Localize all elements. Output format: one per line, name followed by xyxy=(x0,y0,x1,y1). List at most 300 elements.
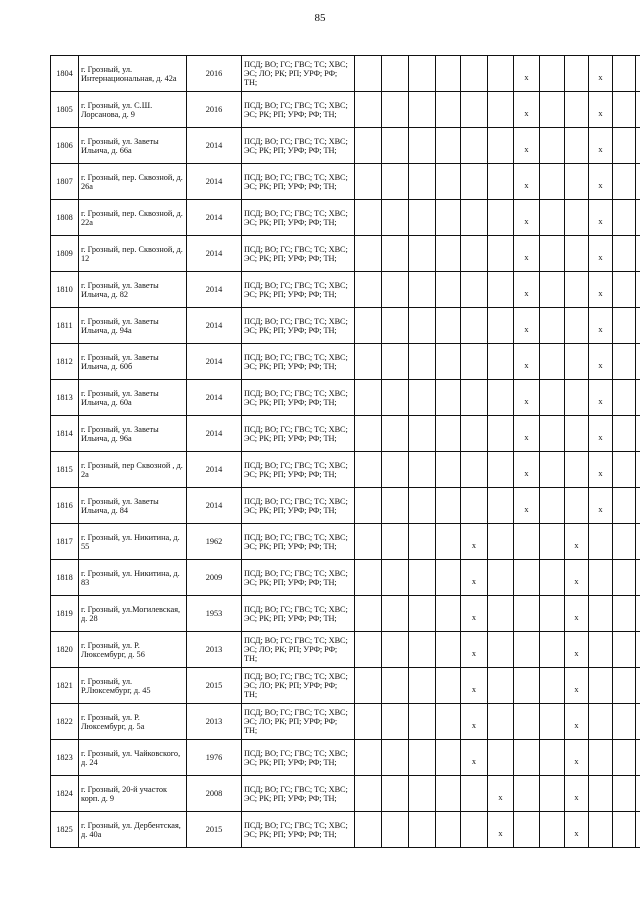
check-mark: x xyxy=(574,613,579,622)
mark-cell xyxy=(382,632,409,668)
year-cell: 2014 xyxy=(187,488,242,524)
mark-cell xyxy=(355,56,382,92)
mark-cell xyxy=(565,200,589,236)
mark-cell xyxy=(488,632,514,668)
housing-registry-table xyxy=(50,55,640,848)
row-number: 1815 xyxy=(51,452,79,488)
mark-cell xyxy=(613,128,636,164)
year-cell: 2014 xyxy=(187,128,242,164)
mark-cell xyxy=(565,668,589,704)
mark-cell xyxy=(436,632,461,668)
check-mark: x xyxy=(471,649,477,658)
works-list-cell: ПСД; ВО; ГС; ГВС; ТС; ХВС; ЭС; РК; РП; УРФ; РФ; ТН; xyxy=(242,128,355,164)
page-number: 85 xyxy=(314,12,326,24)
mark-cell xyxy=(514,164,540,200)
check-mark: x xyxy=(574,649,579,658)
mark-cell xyxy=(382,56,409,92)
works-list-cell: ПСД; ВО; ГС; ГВС; ТС; ХВС; ЭС; РК; РП; УРФ; РФ; ТН; xyxy=(242,272,355,308)
mark-cell xyxy=(636,704,640,740)
mark-cell xyxy=(589,452,613,488)
table-row xyxy=(51,560,640,596)
address-cell: г. Грозный, пер. Сквозной, д. 12 xyxy=(79,236,187,272)
mark-cell xyxy=(613,776,636,812)
mark-cell xyxy=(461,524,488,560)
mark-cell xyxy=(636,812,640,848)
year-cell: 2013 xyxy=(187,704,242,740)
works-list-cell: ПСД; ВО; ГС; ГВС; ТС; ХВС; ЭС; РК; РП; УРФ; РФ; ТН; xyxy=(242,236,355,272)
mark-cell xyxy=(436,272,461,308)
check-mark: x xyxy=(471,685,477,694)
mark-cell xyxy=(409,524,436,560)
mark-cell xyxy=(461,56,488,92)
row-number: 1805 xyxy=(51,92,79,128)
check-mark: x xyxy=(498,793,503,802)
table-row xyxy=(51,632,640,668)
mark-cell xyxy=(636,740,640,776)
table-body xyxy=(51,56,640,848)
table-row xyxy=(51,128,640,164)
mark-cell xyxy=(436,596,461,632)
mark-cell xyxy=(565,596,589,632)
mark-cell xyxy=(382,236,409,272)
mark-cell xyxy=(514,128,540,164)
mark-cell xyxy=(355,164,382,200)
mark-cell xyxy=(540,632,565,668)
year-cell: 2015 xyxy=(187,812,242,848)
check-mark: x xyxy=(598,109,603,118)
mark-cell xyxy=(488,344,514,380)
mark-cell xyxy=(589,416,613,452)
year-cell: 2014 xyxy=(187,164,242,200)
mark-cell xyxy=(589,272,613,308)
mark-cell xyxy=(636,272,640,308)
mark-cell xyxy=(488,308,514,344)
mark-cell xyxy=(409,92,436,128)
mark-cell xyxy=(514,56,540,92)
mark-cell xyxy=(436,164,461,200)
mark-cell xyxy=(461,560,488,596)
mark-cell xyxy=(382,488,409,524)
check-mark: x xyxy=(574,829,579,838)
mark-cell xyxy=(565,488,589,524)
mark-cell xyxy=(636,416,640,452)
mark-cell xyxy=(382,452,409,488)
mark-cell xyxy=(409,128,436,164)
mark-cell xyxy=(565,704,589,740)
row-number: 1824 xyxy=(51,776,79,812)
mark-cell xyxy=(382,776,409,812)
mark-cell xyxy=(636,668,640,704)
table-row xyxy=(51,92,640,128)
works-list-cell: ПСД; ВО; ГС; ГВС; ТС; ХВС; ЭС; ЛО; РК; РП; УРФ; РФ; ТН; xyxy=(242,632,355,668)
mark-cell xyxy=(409,236,436,272)
mark-cell xyxy=(613,524,636,560)
year-cell: 2008 xyxy=(187,776,242,812)
mark-cell xyxy=(409,704,436,740)
mark-cell xyxy=(436,236,461,272)
address-cell: г. Грозный, пер. Сквозной, д. 22а xyxy=(79,200,187,236)
mark-cell xyxy=(540,416,565,452)
mark-cell xyxy=(355,200,382,236)
row-number: 1817 xyxy=(51,524,79,560)
table-row xyxy=(51,56,640,92)
works-list-cell: ПСД; ВО; ГС; ГВС; ТС; ХВС; ЭС; РК; РП; УРФ; РФ; ТН; xyxy=(242,416,355,452)
mark-cell xyxy=(540,92,565,128)
address-cell: г. Грозный, ул. Дербентская, д. 40а xyxy=(79,812,187,848)
mark-cell xyxy=(488,740,514,776)
mark-cell xyxy=(461,632,488,668)
mark-cell xyxy=(461,488,488,524)
mark-cell xyxy=(355,488,382,524)
works-list-cell: ПСД; ВО; ГС; ГВС; ТС; ХВС; ЭС; РК; РП; УРФ; РФ; ТН; xyxy=(242,812,355,848)
mark-cell xyxy=(461,272,488,308)
row-number: 1807 xyxy=(51,164,79,200)
year-cell: 1976 xyxy=(187,740,242,776)
mark-cell xyxy=(461,236,488,272)
address-cell: г. Грозный, ул. Заветы Ильича, д. 96а xyxy=(79,416,187,452)
mark-cell xyxy=(514,740,540,776)
row-number: 1825 xyxy=(51,812,79,848)
table-row xyxy=(51,236,640,272)
mark-cell xyxy=(540,308,565,344)
mark-cell xyxy=(636,308,640,344)
mark-cell xyxy=(514,236,540,272)
row-number: 1806 xyxy=(51,128,79,164)
mark-cell xyxy=(540,164,565,200)
mark-cell xyxy=(613,740,636,776)
mark-cell xyxy=(436,740,461,776)
mark-cell xyxy=(514,272,540,308)
mark-cell xyxy=(636,236,640,272)
mark-cell xyxy=(636,380,640,416)
mark-cell xyxy=(589,668,613,704)
table-row xyxy=(51,740,640,776)
works-list-cell: ПСД; ВО; ГС; ГВС; ТС; ХВС; ЭС; РК; РП; УРФ; РФ; ТН; xyxy=(242,164,355,200)
check-mark: x xyxy=(598,397,603,406)
mark-cell xyxy=(409,488,436,524)
mark-cell xyxy=(488,272,514,308)
mark-cell xyxy=(409,560,436,596)
mark-cell xyxy=(436,308,461,344)
works-list-cell: ПСД; ВО; ГС; ГВС; ТС; ХВС; ЭС; РК; РП; УРФ; РФ; ТН; xyxy=(242,488,355,524)
table-row xyxy=(51,596,640,632)
mark-cell xyxy=(636,488,640,524)
mark-cell xyxy=(488,128,514,164)
mark-cell xyxy=(613,200,636,236)
mark-cell xyxy=(565,344,589,380)
mark-cell xyxy=(436,380,461,416)
mark-cell xyxy=(409,164,436,200)
works-list-cell: ПСД; ВО; ГС; ГВС; ТС; ХВС; ЭС; ЛО; РК; РП; УРФ; РФ; ТН; xyxy=(242,668,355,704)
year-cell: 1962 xyxy=(187,524,242,560)
mark-cell xyxy=(355,812,382,848)
table-row xyxy=(51,164,640,200)
mark-cell xyxy=(613,344,636,380)
row-number: 1818 xyxy=(51,560,79,596)
mark-cell xyxy=(589,236,613,272)
mark-cell xyxy=(613,668,636,704)
year-cell: 2014 xyxy=(187,380,242,416)
mark-cell xyxy=(636,560,640,596)
mark-cell xyxy=(613,704,636,740)
check-mark: x xyxy=(498,829,503,838)
mark-cell xyxy=(514,92,540,128)
table-row xyxy=(51,812,640,848)
mark-cell xyxy=(514,308,540,344)
mark-cell xyxy=(488,524,514,560)
check-mark: x xyxy=(524,469,529,478)
mark-cell xyxy=(636,92,640,128)
mark-cell xyxy=(540,236,565,272)
mark-cell xyxy=(488,164,514,200)
table-row xyxy=(51,704,640,740)
check-mark: x xyxy=(471,613,477,622)
mark-cell xyxy=(409,776,436,812)
mark-cell xyxy=(636,56,640,92)
mark-cell xyxy=(355,308,382,344)
address-cell: г. Грозный, ул. Никитина, д. 83 xyxy=(79,560,187,596)
mark-cell xyxy=(355,380,382,416)
works-list-cell: ПСД; ВО; ГС; ГВС; ТС; ХВС; ЭС; РК; РП; УРФ; РФ; ТН; xyxy=(242,308,355,344)
mark-cell xyxy=(436,416,461,452)
works-list-cell: ПСД; ВО; ГС; ГВС; ТС; ХВС; ЭС; РК; РП; УРФ; РФ; ТН; xyxy=(242,380,355,416)
mark-cell xyxy=(589,164,613,200)
mark-cell xyxy=(409,272,436,308)
mark-cell xyxy=(382,524,409,560)
mark-cell xyxy=(488,812,514,848)
table-row xyxy=(51,452,640,488)
mark-cell xyxy=(382,560,409,596)
mark-cell xyxy=(488,596,514,632)
check-mark: x xyxy=(574,541,579,550)
mark-cell xyxy=(540,704,565,740)
mark-cell xyxy=(565,164,589,200)
works-list-cell: ПСД; ВО; ГС; ГВС; ТС; ХВС; ЭС; РК; РП; УРФ; РФ; ТН; xyxy=(242,740,355,776)
mark-cell xyxy=(409,452,436,488)
mark-cell xyxy=(565,812,589,848)
mark-cell xyxy=(613,380,636,416)
mark-cell xyxy=(409,200,436,236)
check-mark: x xyxy=(471,541,477,550)
mark-cell xyxy=(540,488,565,524)
mark-cell xyxy=(540,200,565,236)
mark-cell xyxy=(589,776,613,812)
row-number: 1812 xyxy=(51,344,79,380)
check-mark: x xyxy=(524,73,529,82)
mark-cell xyxy=(355,344,382,380)
mark-cell xyxy=(540,560,565,596)
check-mark: x xyxy=(471,721,477,730)
check-mark: x xyxy=(598,325,603,334)
mark-cell xyxy=(488,380,514,416)
table-row xyxy=(51,308,640,344)
mark-cell xyxy=(461,668,488,704)
mark-cell xyxy=(613,560,636,596)
mark-cell xyxy=(355,416,382,452)
mark-cell xyxy=(636,164,640,200)
check-mark: x xyxy=(598,145,603,154)
check-mark: x xyxy=(598,469,603,478)
mark-cell xyxy=(514,560,540,596)
row-number: 1820 xyxy=(51,632,79,668)
check-mark: x xyxy=(598,73,603,82)
mark-cell xyxy=(514,200,540,236)
mark-cell xyxy=(589,92,613,128)
check-mark: x xyxy=(524,433,529,442)
row-number: 1814 xyxy=(51,416,79,452)
mark-cell xyxy=(589,128,613,164)
mark-cell xyxy=(409,56,436,92)
address-cell: г. Грозный, ул. Р. Люксембург, д. 5а xyxy=(79,704,187,740)
check-mark: x xyxy=(598,505,603,514)
mark-cell xyxy=(613,488,636,524)
mark-cell xyxy=(488,560,514,596)
mark-cell xyxy=(409,596,436,632)
mark-cell xyxy=(382,740,409,776)
mark-cell xyxy=(382,200,409,236)
mark-cell xyxy=(382,668,409,704)
check-mark: x xyxy=(598,361,603,370)
year-cell: 2016 xyxy=(187,56,242,92)
mark-cell xyxy=(488,488,514,524)
check-mark: x xyxy=(524,361,529,370)
address-cell: г. Грозный, ул. Чайковского, д. 24 xyxy=(79,740,187,776)
year-cell: 2014 xyxy=(187,272,242,308)
mark-cell xyxy=(436,128,461,164)
mark-cell xyxy=(461,776,488,812)
mark-cell xyxy=(355,452,382,488)
mark-cell xyxy=(436,668,461,704)
mark-cell xyxy=(514,596,540,632)
check-mark: x xyxy=(524,217,529,226)
year-cell: 2015 xyxy=(187,668,242,704)
mark-cell xyxy=(565,524,589,560)
mark-cell xyxy=(589,632,613,668)
check-mark: x xyxy=(524,181,529,190)
mark-cell xyxy=(355,596,382,632)
mark-cell xyxy=(514,416,540,452)
table-row xyxy=(51,200,640,236)
mark-cell xyxy=(409,740,436,776)
address-cell: г. Грозный, пер. Сквозной, д. 26а xyxy=(79,164,187,200)
works-list-cell: ПСД; ВО; ГС; ГВС; ТС; ХВС; ЭС; РК; РП; УРФ; РФ; ТН; xyxy=(242,92,355,128)
year-cell: 2014 xyxy=(187,236,242,272)
mark-cell xyxy=(613,812,636,848)
mark-cell xyxy=(409,812,436,848)
year-cell: 2009 xyxy=(187,560,242,596)
mark-cell xyxy=(355,524,382,560)
mark-cell xyxy=(461,704,488,740)
row-number: 1804 xyxy=(51,56,79,92)
mark-cell xyxy=(382,308,409,344)
table-row xyxy=(51,488,640,524)
address-cell: г. Грозный, ул. Заветы Ильича, д. 60а xyxy=(79,380,187,416)
row-number: 1810 xyxy=(51,272,79,308)
mark-cell xyxy=(382,812,409,848)
mark-cell xyxy=(589,200,613,236)
mark-cell xyxy=(565,560,589,596)
mark-cell xyxy=(589,344,613,380)
mark-cell xyxy=(355,668,382,704)
mark-cell xyxy=(613,452,636,488)
mark-cell xyxy=(409,380,436,416)
mark-cell xyxy=(382,164,409,200)
mark-cell xyxy=(382,704,409,740)
year-cell: 2013 xyxy=(187,632,242,668)
address-cell: г. Грозный, 20-й участок корп. д. 9 xyxy=(79,776,187,812)
mark-cell xyxy=(436,344,461,380)
mark-cell xyxy=(613,416,636,452)
mark-cell xyxy=(565,416,589,452)
mark-cell xyxy=(636,776,640,812)
check-mark: x xyxy=(574,577,579,586)
row-number: 1808 xyxy=(51,200,79,236)
mark-cell xyxy=(409,632,436,668)
mark-cell xyxy=(565,632,589,668)
year-cell: 2014 xyxy=(187,416,242,452)
table-row xyxy=(51,272,640,308)
mark-cell xyxy=(613,236,636,272)
check-mark: x xyxy=(598,217,603,226)
mark-cell xyxy=(461,308,488,344)
mark-cell xyxy=(613,632,636,668)
row-number: 1823 xyxy=(51,740,79,776)
address-cell: г. Грозный, ул. Р.Люксембург, д. 45 xyxy=(79,668,187,704)
mark-cell xyxy=(461,452,488,488)
mark-cell xyxy=(589,740,613,776)
mark-cell xyxy=(382,272,409,308)
address-cell: г. Грозный, ул. Р. Люксембург, д. 56 xyxy=(79,632,187,668)
mark-cell xyxy=(565,56,589,92)
mark-cell xyxy=(589,812,613,848)
row-number: 1821 xyxy=(51,668,79,704)
address-cell: г. Грозный, ул. Заветы Ильича, д. 60б xyxy=(79,344,187,380)
works-list-cell: ПСД; ВО; ГС; ГВС; ТС; ХВС; ЭС; РК; РП; УРФ; РФ; ТН; xyxy=(242,776,355,812)
mark-cell xyxy=(461,416,488,452)
table-row xyxy=(51,344,640,380)
mark-cell xyxy=(636,632,640,668)
check-mark: x xyxy=(524,325,529,334)
mark-cell xyxy=(355,128,382,164)
mark-cell xyxy=(488,416,514,452)
row-number: 1811 xyxy=(51,308,79,344)
works-list-cell: ПСД; ВО; ГС; ГВС; ТС; ХВС; ЭС; РК; РП; УРФ; РФ; ТН; xyxy=(242,524,355,560)
year-cell: 1953 xyxy=(187,596,242,632)
mark-cell xyxy=(355,92,382,128)
mark-cell xyxy=(436,452,461,488)
works-list-cell: ПСД; ВО; ГС; ГВС; ТС; ХВС; ЭС; ЛО; РК; РП; УРФ; РФ; ТН; xyxy=(242,56,355,92)
mark-cell xyxy=(436,812,461,848)
mark-cell xyxy=(461,92,488,128)
check-mark: x xyxy=(574,685,579,694)
mark-cell xyxy=(540,380,565,416)
check-mark: x xyxy=(574,757,579,766)
check-mark: x xyxy=(524,289,529,298)
mark-cell xyxy=(514,776,540,812)
check-mark: x xyxy=(598,253,603,262)
mark-cell xyxy=(409,308,436,344)
works-list-cell: ПСД; ВО; ГС; ГВС; ТС; ХВС; ЭС; ЛО; РК; РП; УРФ; РФ; ТН; xyxy=(242,704,355,740)
mark-cell xyxy=(382,596,409,632)
mark-cell xyxy=(565,776,589,812)
mark-cell xyxy=(636,200,640,236)
mark-cell xyxy=(382,92,409,128)
mark-cell xyxy=(355,632,382,668)
row-number: 1822 xyxy=(51,704,79,740)
year-cell: 2014 xyxy=(187,308,242,344)
mark-cell xyxy=(636,452,640,488)
mark-cell xyxy=(461,344,488,380)
